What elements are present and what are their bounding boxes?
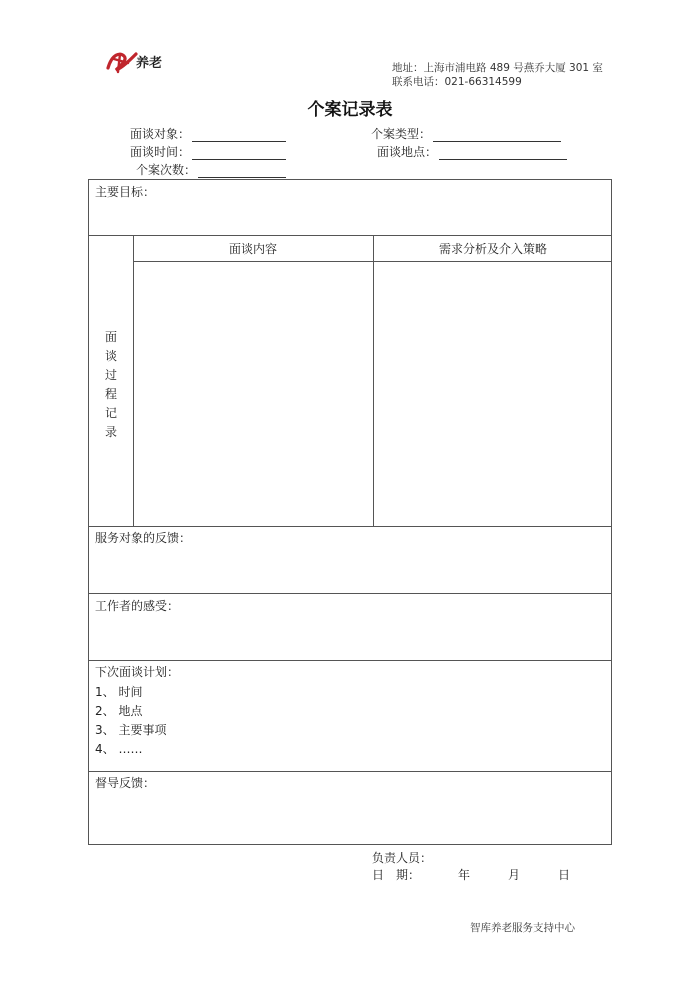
process-label-char: 录	[104, 425, 117, 439]
analysis-cell[interactable]	[374, 262, 612, 525]
process-label-char: 谈	[104, 349, 117, 363]
subject-field	[130, 126, 286, 142]
main-goal-label: 主要目标：	[95, 185, 156, 199]
plan-item: 1、 时间	[95, 685, 143, 699]
footer-org: 智库养老服务支持中心	[470, 922, 575, 934]
count-line[interactable]	[198, 164, 286, 178]
subject-line[interactable]	[192, 128, 286, 142]
divider	[89, 660, 611, 661]
divider	[89, 771, 611, 772]
case-type-line[interactable]	[433, 128, 561, 142]
col-header-content: 面谈内容	[228, 242, 277, 256]
location-field	[377, 144, 567, 160]
divider	[89, 593, 611, 594]
responsible-person-label: 负责人员：	[372, 851, 433, 865]
plan-item: 2、 地点	[95, 704, 143, 718]
count-field	[136, 162, 286, 178]
process-label-char: 记	[104, 406, 117, 420]
record-form	[88, 179, 612, 845]
process-label	[89, 328, 133, 442]
time-line[interactable]	[192, 146, 286, 160]
logo	[106, 50, 186, 74]
year-label: 年	[458, 868, 471, 882]
supervision-label: 督导反馈：	[95, 776, 156, 790]
page-title: 个案记录表	[307, 100, 393, 120]
content-cell[interactable]	[134, 262, 372, 525]
process-label-char: 面	[104, 330, 117, 344]
process-label-char: 程	[104, 387, 117, 401]
time-label: 面谈时间：	[130, 145, 191, 159]
address-text: 地址：上海市浦电路 489 号燕乔大厦 301 室	[392, 62, 603, 74]
plan-item: 3、 主要事项	[95, 723, 167, 737]
process-label-char: 过	[104, 368, 117, 382]
time-field	[130, 144, 286, 160]
divider	[89, 526, 611, 527]
location-label: 面谈地点：	[377, 145, 438, 159]
logo-text: 养老	[136, 56, 163, 71]
case-type-label: 个案类型：	[371, 127, 432, 141]
feedback-label: 服务对象的反馈：	[95, 531, 192, 545]
worker-feeling-label: 工作者的感受：	[95, 599, 180, 613]
col-header-analysis: 需求分析及介入策略	[438, 242, 547, 256]
next-plan-label: 下次面谈计划：	[95, 665, 180, 679]
month-label: 月	[508, 868, 521, 882]
phone-text: 联系电话：021-66314599	[392, 76, 522, 88]
contact-info	[392, 61, 603, 89]
date-label: 日 期：	[372, 868, 421, 882]
location-line[interactable]	[439, 146, 567, 160]
divider	[89, 235, 611, 236]
subject-label: 面谈对象：	[130, 127, 191, 141]
case-type-field	[371, 126, 561, 142]
plan-item: 4、 ……	[95, 742, 143, 756]
day-label: 日	[558, 868, 571, 882]
count-label: 个案次数：	[136, 163, 197, 177]
logo-mark-icon	[106, 50, 140, 74]
